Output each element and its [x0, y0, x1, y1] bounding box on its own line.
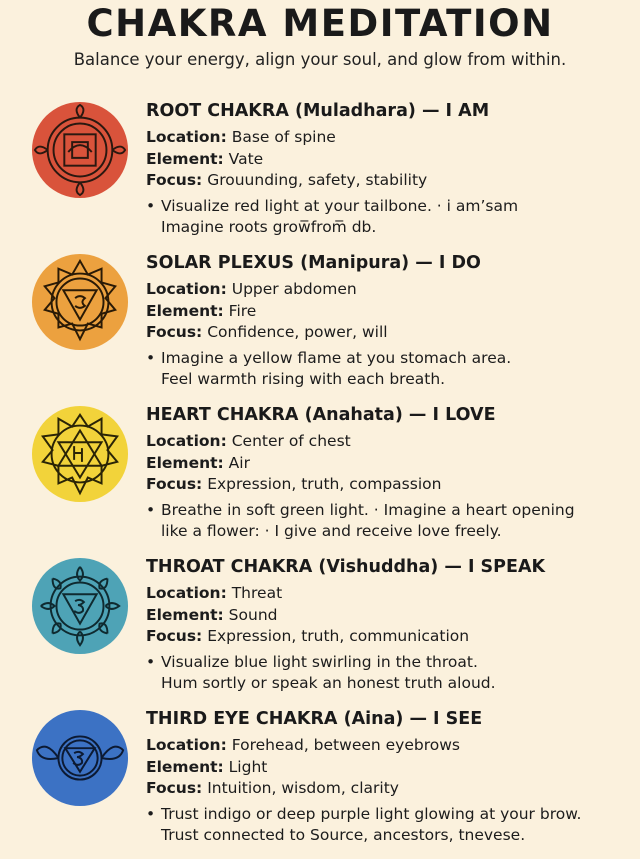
practice-bullet: • Trust indigo or deep purple light glowing at your brow. Trust connected to Source, ancestors, tnevese. — [146, 804, 582, 844]
location-value: Forehead, between eyebrows — [231, 736, 460, 754]
bullet-icon: • — [146, 500, 156, 519]
third-eye-chakra-symbol-icon — [31, 709, 129, 807]
location-value: Base of spine — [231, 128, 336, 146]
location-row: Location: Forehead, between eyebrows — [146, 736, 460, 754]
focus-value: Grouunding, safety, stability — [207, 171, 428, 189]
chakra-section-throat — [0, 557, 640, 707]
practice-bullet: • Imagine a yellow flame at you stomach area. Feel warmth rising with each breath. — [146, 348, 512, 388]
chakra-heading: ROOT CHAKRA (Muladhara) — I AM — [146, 101, 490, 121]
location-value: Threat — [231, 584, 283, 602]
element-row: Element: Light — [146, 757, 268, 776]
location-value: Upper abdomen — [231, 280, 357, 298]
bullet-icon: • — [146, 652, 156, 671]
page-title: CHAKRA MEDITATION — [86, 2, 554, 45]
location-row: Location: Upper abdomen — [146, 280, 357, 298]
practice-bullet: • Breathe in soft green light. · Imagine a heart opening like a flower: · I give and receive love freely. — [146, 500, 575, 540]
element-row: Element: Vate — [146, 149, 264, 168]
root-chakra-symbol-icon — [31, 101, 129, 199]
focus-value: Expression, truth, compassion — [207, 475, 442, 493]
chakra-section-heart — [0, 405, 640, 555]
focus-value: Intuition, wisdom, clarity — [207, 779, 399, 797]
element-row: Element: Sound — [146, 605, 278, 624]
solar-plexus-symbol-icon — [31, 253, 129, 351]
focus-value: Expression, truth, communication — [207, 627, 470, 645]
focus-value: Confidence, power, will — [207, 323, 388, 341]
element-value: Fire — [228, 301, 257, 320]
element-row: Element: Fire — [146, 301, 257, 320]
location-row: Location: Base of spine — [146, 128, 336, 146]
location-row: Location: Center of chest — [146, 432, 351, 450]
bullet-icon: • — [146, 804, 156, 823]
chakra-heading: HEART CHAKRA (Anahata) — I LOVE — [146, 405, 496, 425]
location-row: Location: Threat — [146, 584, 283, 602]
element-value: Light — [228, 757, 268, 776]
focus-row: Focus: Confidence, power, will — [146, 323, 388, 341]
focus-row: Focus: Expression, truth, compassion — [146, 475, 442, 493]
focus-row: Focus: Grouunding, safety, stability — [146, 171, 428, 189]
throat-chakra-symbol-icon — [31, 557, 129, 655]
heart-chakra-symbol-icon — [31, 405, 129, 503]
element-value: Air — [228, 453, 250, 472]
location-value: Center of chest — [231, 432, 351, 450]
bullet-icon: • — [146, 196, 156, 215]
chakra-section-third-eye — [0, 709, 640, 859]
element-value: Sound — [228, 605, 278, 624]
bullet-icon: • — [146, 348, 156, 367]
chakra-heading: THROAT CHAKRA (Vishuddha) — I SPEAK — [146, 557, 546, 577]
focus-row: Focus: Intuition, wisdom, clarity — [146, 779, 399, 797]
practice-bullet: • Visualize blue light swirling in the throat. Hum sortly or speak an honest truth aloud. — [146, 652, 496, 692]
practice-bullet: • Visualize red light at your tailbone. · i am’sam Imagine roots grow̅from̅ db. — [146, 196, 519, 236]
page-subtitle: Balance your energy, align your soul, and glow from within. — [73, 50, 567, 69]
element-value: Vate — [228, 149, 264, 168]
chakra-heading: SOLAR PLEXUS (Manipura) — I DO — [146, 253, 481, 273]
element-row: Element: Air — [146, 453, 250, 472]
chakra-section-solar-plexus — [0, 253, 640, 403]
chakra-heading: THIRD EYE CHAKRA (Aina) — I SEE — [146, 709, 483, 729]
chakra-section-root — [0, 101, 640, 251]
focus-row: Focus: Expression, truth, communication — [146, 627, 470, 645]
